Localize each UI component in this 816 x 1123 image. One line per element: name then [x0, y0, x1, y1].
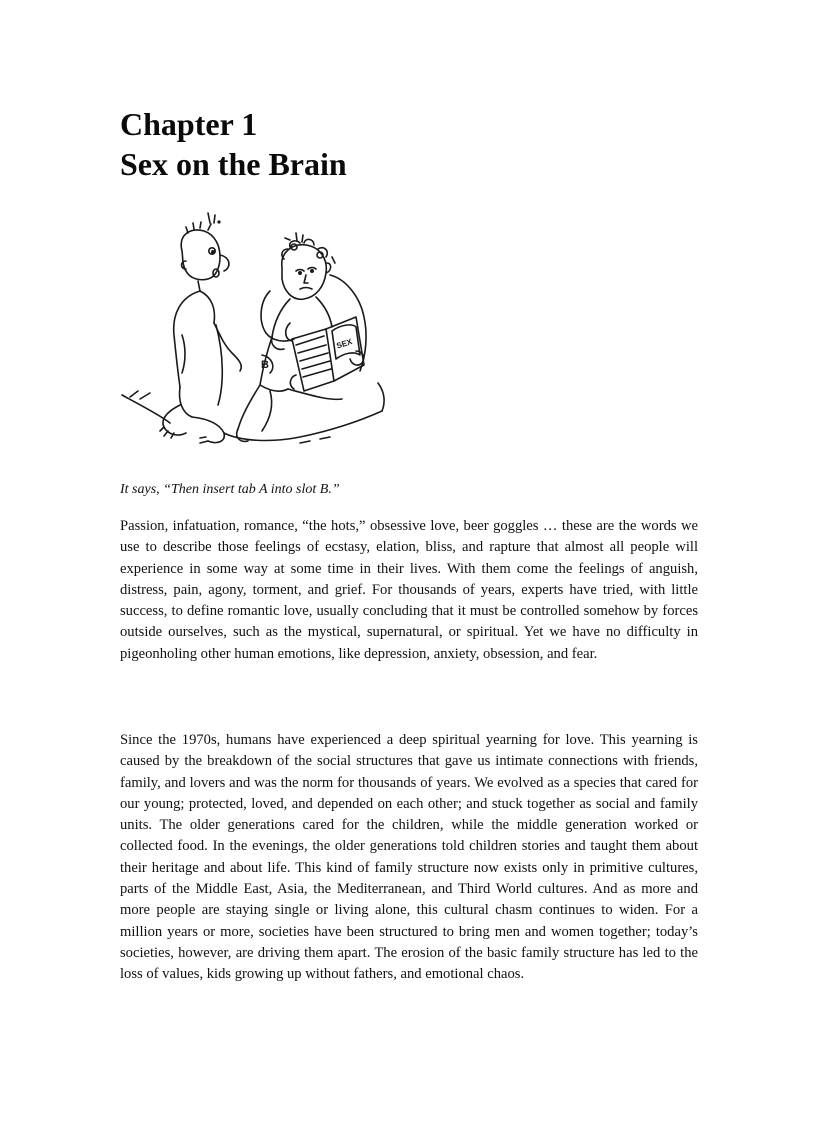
book: [290, 317, 364, 391]
woman-figure: [237, 239, 342, 441]
cartoon-illustration: [120, 205, 390, 455]
bed-blanket: [122, 383, 384, 443]
chapter-number: Chapter 1: [120, 106, 258, 142]
surprise-marks-man: [208, 213, 220, 223]
chapter-title: Sex on the Brain: [120, 146, 347, 182]
body-paragraph: Passion, infatuation, romance, “the hots,” obsessive love, beer goggles … these are the words we use to describe those feelings of ecstasy, elation, bliss, and rapture that almost all people will experience in some way at some time in their lives. With them come the feelings of anguish, distress, pain, agony, torment, and grief. For thousands of years, experts have tried, with little success, to define romantic love, usually concluding that it must be controlled somehow by forces outside ourselves, such as the mystical, supernatural, or spiritual. Yet we have no difficulty in pigeonholing other human emotions, like depression, anxiety, obsession, and fear.: [120, 518, 698, 662]
body-paragraph: Since the 1970s, humans have experienced a deep spiritual yearning for love. This yearning is caused by the breakdown of the social structures that gave us intimate connections with friends, family, and lovers and was the norm for thousands of years. We evolved as a species that cared for our young; protected, loved, and depended on each other; and stuck together as social and family units. The older generations cared for the children, while the middle generation worked or collected food. In the evenings, the older generations told children stories and taught them about their heritage and about life. This kind of family structure now exists only in primitive cultures, parts of the Middle East, Asia, the Mediterranean, and Third World cultures. And as more and more people are staying single or living alone, this cultural chasm continues to widen. For a million years or more, societies have been structured to bring men and women together; today’s societies, however, are driving them apart. The erosion of the basic family structure has led to the loss of values, kids growing up without fathers, and emotional chaos.: [120, 732, 698, 983]
man-figure: [160, 222, 241, 443]
chapter-heading: [120, 104, 698, 184]
illustration-caption: It says, “Then insert tab A into slot B.”: [120, 482, 340, 497]
tab-b-label: B: [261, 359, 269, 371]
surprise-marks-woman: [285, 233, 335, 263]
book-title-label: SEX: [335, 337, 354, 351]
